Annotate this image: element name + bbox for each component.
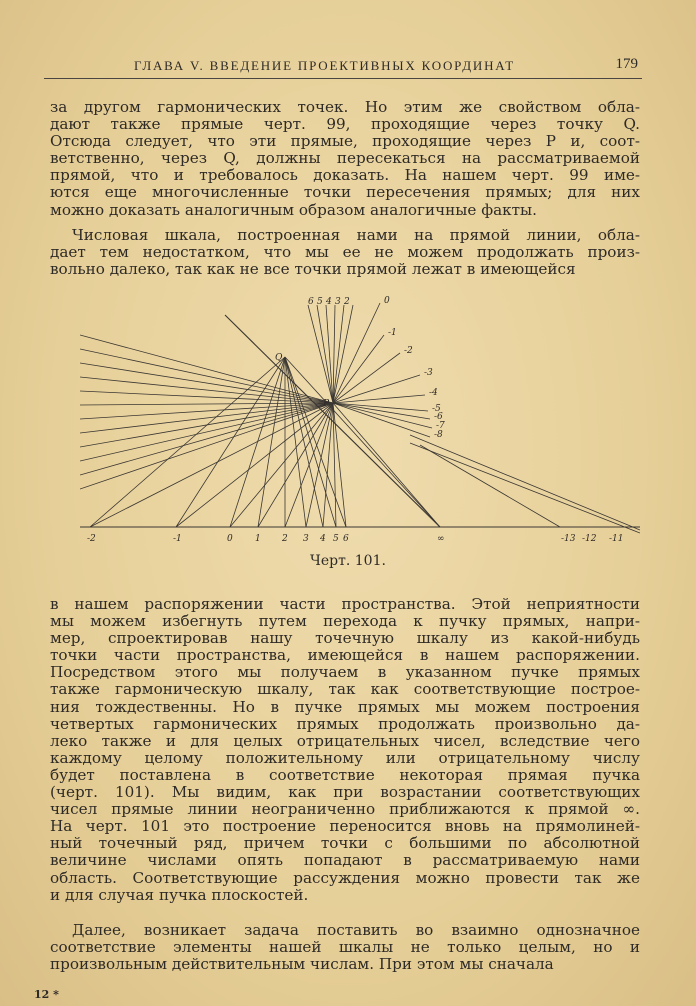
axis-tick-label: -11 xyxy=(609,534,624,544)
text-line: вольно далеко, так как не все точки прямой лежат в имеющейся xyxy=(50,261,576,279)
axis-tick-label: 2 xyxy=(282,534,288,544)
ray-label: -7 xyxy=(436,421,445,431)
pencil-line-q xyxy=(176,357,285,527)
text-line: мы можем избегнуть путем перехода к пучку прямых, напри- xyxy=(50,613,640,631)
pencil-ray xyxy=(333,403,430,419)
far-ray-line xyxy=(410,435,640,530)
text-line: каждому целому положительному или отрицательному числу xyxy=(50,749,640,767)
text-line: Числовая шкала, построенная нами на прямой линии, обла- xyxy=(72,227,640,244)
figure-101 xyxy=(80,295,640,545)
text-line: прямой, что и требовалось доказать. На нашем черт. 99 име- xyxy=(50,167,640,185)
text-line: дает тем недостатком, что мы ее не можем продолжать произ- xyxy=(50,244,640,262)
text-line: леко также и для целых отрицательных чисел, вследствие чего xyxy=(50,732,640,750)
text-line: четвертых гармонических прямых продолжать произвольно да- xyxy=(50,715,640,733)
pencil-line-p xyxy=(323,403,333,527)
ray-label: -6 xyxy=(434,412,443,422)
point-p-label: P xyxy=(323,399,330,409)
pencil-line-q xyxy=(285,357,306,527)
ray-label: -5 xyxy=(432,404,441,414)
text-line: Посредством этого мы получаем в указанном пучке прямых xyxy=(50,664,640,682)
text-line: можно доказать аналогичным образом аналогичные факты. xyxy=(50,201,537,219)
text-line: мер, спроектировав нашу точечную шкалу из какой-нибудь xyxy=(50,630,640,648)
pencil-line-p xyxy=(333,403,336,527)
pencil-ray xyxy=(333,353,400,403)
pencil-line-q xyxy=(285,357,336,527)
figure-caption: Черт. 101. xyxy=(310,553,386,569)
harmonic-line xyxy=(80,403,333,489)
axis-tick-label: -13 xyxy=(561,534,576,544)
far-ray-line xyxy=(420,445,560,527)
text-line: также гармоническую шкалу, так как соответствующие построе- xyxy=(50,681,640,699)
text-line: дают также прямые черт. 99, проходящие через точку Q. xyxy=(50,116,640,134)
page-number: 179 xyxy=(615,56,638,72)
axis-tick-label: 4 xyxy=(320,534,326,544)
pencil-ray xyxy=(333,403,432,428)
pencil-line-p xyxy=(258,403,333,527)
text-line: область. Соответствующие рассуждения можно провести так же xyxy=(50,869,640,887)
text-line: точки части пространства, имеющейся в нашем распоряжении. xyxy=(50,647,640,665)
pencil-line-q xyxy=(285,357,440,527)
axis-tick-label: 1 xyxy=(255,534,261,544)
text-line: ветственно, через Q, должны пересекаться на рассматриваемой xyxy=(50,150,640,168)
ray-label: -4 xyxy=(429,388,438,398)
text-line: соответствие элементы нашей шкалы не только целым, но и xyxy=(50,939,640,957)
paragraph-3 xyxy=(50,596,640,904)
paragraph-2 xyxy=(50,227,640,278)
top-ray-label: 4 xyxy=(326,297,332,307)
ray-label: -8 xyxy=(434,430,443,440)
chapter-title: ГЛАВА V. ВВЕДЕНИЕ ПРОЕКТИВНЫХ КООРДИНАТ xyxy=(134,58,516,73)
text-line: На черт. 101 это построение переносится вновь на прямолиней- xyxy=(50,818,640,836)
pencil-line-q xyxy=(285,357,323,527)
top-ray-label: 2 xyxy=(344,297,350,307)
top-ray-label: 6 xyxy=(308,297,314,307)
text-line: ный точечный ряд, причем точки с большими по абсолютной xyxy=(50,835,640,853)
harmonic-line xyxy=(80,349,333,403)
top-ray-label: 5 xyxy=(317,297,323,307)
paragraph-4 xyxy=(50,922,640,973)
point-q-label: Q xyxy=(275,353,283,363)
axis-tick-label: ∞ xyxy=(437,534,445,544)
ray-label: -2 xyxy=(404,346,413,356)
axis-tick-label: -12 xyxy=(582,534,597,544)
text-line: за другом гармонических точек. Но этим же свойством обла- xyxy=(50,99,640,116)
harmonic-line xyxy=(80,403,333,419)
ray-label: -1 xyxy=(388,328,397,338)
text-line: в нашем распоряжении части пространства. Этой неприятности xyxy=(50,596,640,613)
text-line: Отсюда следует, что эти прямые, проходящие через P и, соот- xyxy=(50,133,640,151)
pencil-ray xyxy=(333,335,384,403)
text-line: чисел прямые линии неограниченно приближаются к прямой ∞. xyxy=(50,801,640,819)
top-ray-label: 3 xyxy=(335,297,341,307)
text-line: будет поставлена в соответствие некоторая прямая пучка xyxy=(50,766,640,784)
far-ray-line xyxy=(410,443,640,533)
text-line: (черт. 101). Мы видим, как при возрастании соответствующих xyxy=(50,784,640,802)
axis-tick-label: 0 xyxy=(227,534,233,544)
ray-label: 0 xyxy=(384,296,390,306)
text-line: ния тождественны. Но в пучке прямых мы можем построения xyxy=(50,698,640,716)
text-line: произвольным действительным числам. При этом мы сначала xyxy=(50,956,554,974)
signature-mark: 12 * xyxy=(34,988,59,1001)
pencil-ray xyxy=(333,375,420,403)
axis-tick-label: -1 xyxy=(173,534,182,544)
axis-tick-label: 6 xyxy=(343,534,349,544)
pencil-line-q xyxy=(258,357,285,527)
axis-tick-label: 3 xyxy=(303,534,309,544)
text-line: Далее, возникает задача поставить во взаимно однозначное xyxy=(72,922,640,939)
paragraph-1 xyxy=(50,99,640,219)
ray-label: -3 xyxy=(424,368,433,378)
top-ray xyxy=(333,305,353,403)
pencil-ray xyxy=(333,303,380,403)
running-header xyxy=(44,56,642,79)
text-line: ются еще многочисленные точки пересечения прямых; для них xyxy=(50,184,640,202)
axis-tick-label: -2 xyxy=(87,534,96,544)
pencil-ray xyxy=(333,395,425,403)
text-line: величине числами опять попадают в рассматриваемую нами xyxy=(50,852,640,870)
harmonic-line xyxy=(80,403,333,405)
harmonic-line xyxy=(80,403,333,433)
top-ray xyxy=(317,305,333,403)
harmonic-line xyxy=(80,403,333,461)
text-line: и для случая пучка плоскостей. xyxy=(50,886,309,904)
axis-tick-label: 5 xyxy=(333,534,339,544)
